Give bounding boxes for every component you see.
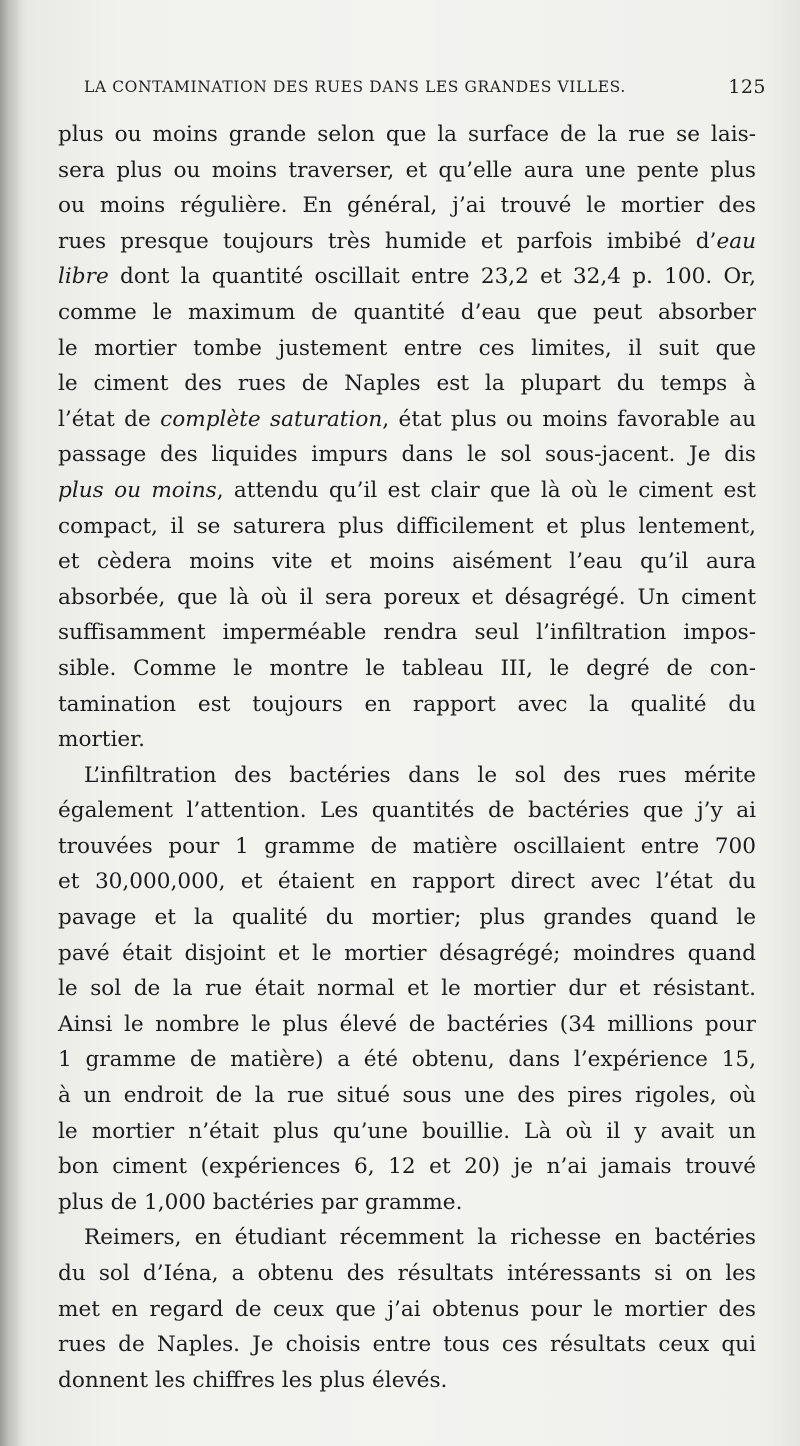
text-run: dont la quantité oscillait entre 23,2 et 32,4 p. 100. Or, [120,264,756,290]
text-line: le ciment des rues de Naples est la plupart du temps à [58,371,756,397]
text-line: L’infiltration des bactéries dans le sol des rues mérite [84,762,756,788]
text-line: Ainsi le nombre le plus élevé de bactéries (34 millions pour [58,1011,756,1037]
page-gutter-shadow [0,0,22,1446]
text-line: 1 gramme de matière) a été obtenu, dans l’expérience 15, [58,1047,756,1073]
text-line [58,473,756,509]
italic-term: libre [58,264,109,290]
paragraph-1 [58,117,756,758]
page-number: 125 [728,76,766,98]
text-line: compact, il se saturera plus difficilement et plus lentement, [58,513,756,539]
italic-term: plus ou moins [58,477,217,503]
text-run: , attendu qu’il est clair que là où le ciment est [216,477,756,503]
text-line: le mortier tombe justement entre ces limites, il suit que [58,335,756,361]
text-line: sera plus ou moins traverser, et qu’elle aura une pente plus [58,157,756,183]
text-line: trouvées pour 1 gramme de matière oscillaient entre 700 [58,833,756,859]
text-line: du sol d’Iéna, a obtenu des résultats intéressants si on les [58,1261,756,1286]
text-line: mortier. [58,727,145,753]
text-line: plus ou moins grande selon que la surface de la rue se lais- [58,122,756,147]
text-line [58,259,756,295]
text-line: tamination est toujours en rapport avec la qualité du [58,691,756,717]
text-line: à un endroit de la rue situé sous une des pires rigoles, où [58,1083,756,1109]
paragraph-2 [58,758,756,1221]
text-line: absorbée, que là où il sera poreux et désagrégé. Un ciment [58,584,756,610]
text-line: passage des liquides impurs dans le sol sous-jacent. Je dis [58,442,756,468]
text-line: Reimers, en étudiant récemment la richesse en bactéries [84,1225,756,1251]
text-line: pavage et la qualité du mortier; plus grandes quand le [58,905,756,931]
running-header-title: LA CONTAMINATION DES RUES DANS LES GRANDES VILLES. [84,78,626,96]
text-line: sible. Comme le montre le tableau III, le degré de con- [58,655,756,681]
text-line [58,402,756,438]
text-line: le mortier n’était plus qu’une bouillie. Là où il y avait un [58,1118,756,1144]
text-line: met en regard de ceux que j’ai obtenus pour le mortier des [58,1296,756,1322]
text-line: suffisamment imperméable rendra seul l’infiltration impos- [58,620,756,646]
body-text [58,117,756,1398]
paragraph-3 [58,1220,756,1398]
text-line: le sol de la rue était normal et le mortier dur et résistant. [58,976,756,1002]
text-line: pavé était disjoint et le mortier désagrégé; moindres quand [58,940,756,966]
text-run: l’état de [58,406,161,432]
text-line: plus de 1,000 bactéries par gramme. [58,1189,463,1215]
text-run: , état plus ou moins favorable au [382,406,756,432]
italic-term: eau [716,228,756,254]
text-line: et 30,000,000, et étaient en rapport direct avec l’état du [58,869,756,895]
text-run: rues presque toujours très humide et parfois imbibé d’ [58,228,717,254]
text-line: comme le maximum de quantité d’eau que peut absorber [58,299,756,325]
text-line: et cèdera moins vite et moins aisément l’eau qu’il aura [58,549,756,575]
text-line: donnent les chiffres les plus élevés. [58,1367,448,1393]
text-line: bon ciment (expériences 6, 12 et 20) je n’ai jamais trouvé [58,1154,756,1180]
running-header [84,78,766,102]
text-line: rues de Naples. Je choisis entre tous ces résultats ceux qui [58,1332,756,1358]
text-line: ou moins régulière. En général, j’ai trouvé le mortier des [58,193,756,219]
text-line: également l’attention. Les quantités de bactéries que j’y ai [58,798,756,824]
text-line [58,224,756,260]
italic-term: complète saturation [160,406,383,432]
